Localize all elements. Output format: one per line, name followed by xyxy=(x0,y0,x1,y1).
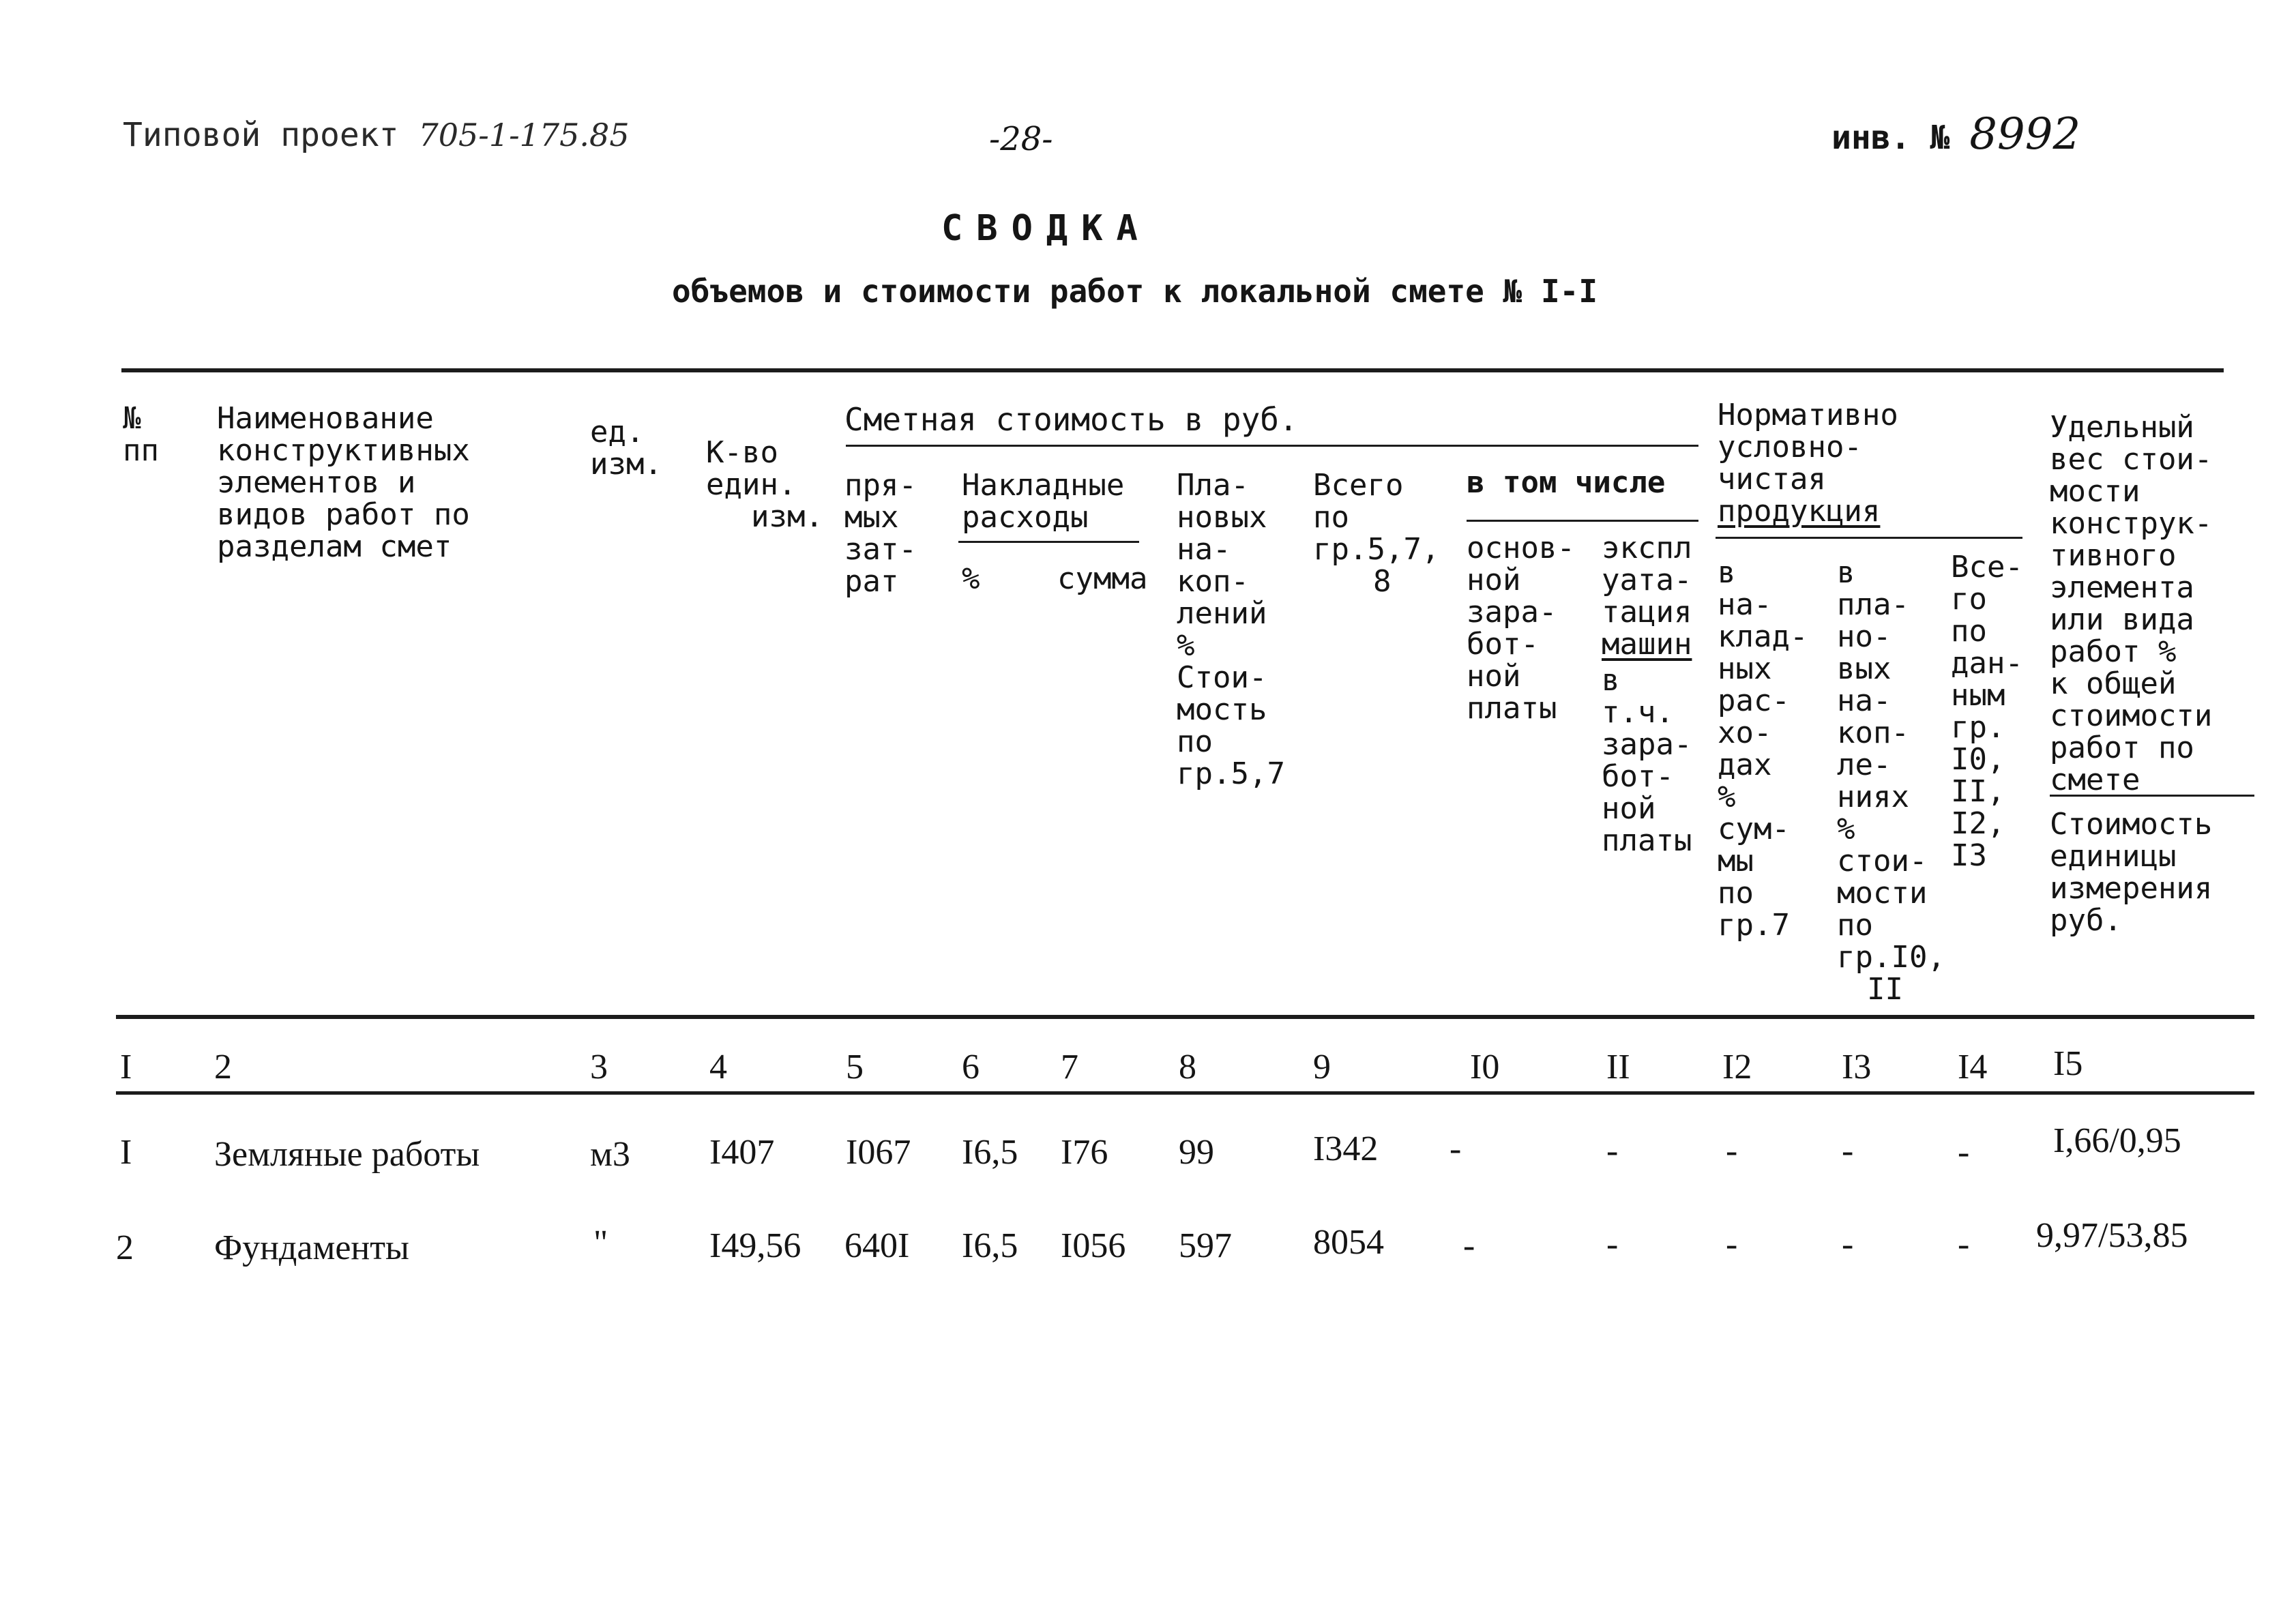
col-13-line: коп- xyxy=(1837,715,1909,750)
col-14-line: I0, xyxy=(1951,742,2005,777)
cell-base-wages: - xyxy=(1463,1226,1475,1265)
col-15-line: Стоимость xyxy=(2050,807,2213,842)
col-2-line: конструктивных xyxy=(217,433,470,468)
col-number: 9 xyxy=(1313,1048,1331,1087)
col-12-line: в xyxy=(1718,555,1736,590)
col-1-line: № xyxy=(123,401,141,436)
table-top-rule xyxy=(121,368,2224,372)
col-number: 8 xyxy=(1179,1048,1196,1087)
col-14-line: II, xyxy=(1951,774,2005,809)
cell-overhead-sum: I056 xyxy=(1061,1226,1126,1265)
col-15-line: единицы xyxy=(2050,839,2177,874)
col-11-line: в xyxy=(1602,663,1620,698)
col-9-line: Всего xyxy=(1313,468,1404,503)
norm-group-header xyxy=(1718,399,1898,527)
col-10-line: ной xyxy=(1467,563,1521,597)
cell-unit: м3 xyxy=(590,1135,630,1174)
col-1-line: пп xyxy=(123,433,159,468)
incl-group-header: в том числе xyxy=(1467,465,1666,500)
col-3-line: изм. xyxy=(590,447,662,482)
col-14-line: дан- xyxy=(1951,646,2023,681)
col-4-line: К-во xyxy=(706,435,778,470)
col-8-line: по xyxy=(1177,724,1213,759)
cell-norm-total: - xyxy=(1958,1133,1970,1172)
col-1-header xyxy=(123,402,159,467)
col-4-line: изм. xyxy=(751,499,823,534)
col-13-line: гр.I0, xyxy=(1837,940,1945,975)
col-5-line: мых xyxy=(844,500,899,535)
col-number: I2 xyxy=(1722,1048,1752,1087)
col-number: I3 xyxy=(1842,1048,1872,1087)
col-number: I0 xyxy=(1470,1048,1500,1087)
col-number: II xyxy=(1606,1048,1630,1087)
col-11-line: тация xyxy=(1602,595,1692,630)
cost-group-header: Сметная стоимость в руб. xyxy=(844,401,1298,438)
col-11-line: зара- xyxy=(1602,727,1692,762)
col-13-line: вых xyxy=(1837,651,1892,686)
overhead-line: расходы xyxy=(962,500,1089,535)
cell-norm-overhead: - xyxy=(1726,1132,1738,1170)
cell-name: Земляные работы xyxy=(214,1135,480,1174)
page-number: -28- xyxy=(989,120,1053,158)
col-14-line: ным xyxy=(1951,678,2005,713)
col-15-line: или вида xyxy=(2050,602,2194,637)
col-14-line: I3 xyxy=(1951,838,1987,873)
col-8-line: Пла- xyxy=(1177,468,1249,503)
norm-line: условно- xyxy=(1718,430,1862,464)
cell-quantity: I407 xyxy=(709,1133,775,1172)
col-12-line: хо- xyxy=(1718,715,1772,750)
col-12-header xyxy=(1718,557,1808,941)
col-15-line: мости xyxy=(2050,474,2140,509)
cell-overhead-sum: I76 xyxy=(1061,1133,1108,1172)
norm-line: чистая xyxy=(1718,462,1826,497)
col-10-line: зара- xyxy=(1467,595,1557,630)
col-11-line: экспл xyxy=(1602,531,1692,565)
col-number: I4 xyxy=(1958,1048,1988,1087)
col-12-line: ных xyxy=(1718,651,1772,686)
document-title: СВОДКА xyxy=(941,208,1151,249)
col-14-line: Все- xyxy=(1951,550,2023,585)
col-6-header: % xyxy=(962,561,980,596)
project-label xyxy=(123,116,630,154)
col-13-line: по xyxy=(1837,908,1873,943)
col-8-line: гр.5,7 xyxy=(1177,756,1285,791)
col-2-line: элементов и xyxy=(217,465,416,500)
cell-norm-savings: - xyxy=(1842,1132,1854,1170)
col-8-header xyxy=(1177,469,1285,790)
cell-machinery: - xyxy=(1606,1132,1619,1170)
col-14-line: I2, xyxy=(1951,806,2005,841)
col-15-line: стоимости xyxy=(2050,698,2213,733)
col-12-line: на- xyxy=(1718,587,1772,622)
cell-number: 2 xyxy=(116,1228,134,1267)
col-8-line: на- xyxy=(1177,532,1231,567)
col-11-line: ной xyxy=(1602,791,1656,826)
project-number: 705-1-175.85 xyxy=(418,117,630,153)
col-10-line: основ- xyxy=(1467,531,1575,565)
col-11-line: машин xyxy=(1602,627,1692,662)
col-number: I xyxy=(120,1048,132,1087)
overhead-group-header xyxy=(962,469,1124,533)
col-2-line: видов работ по xyxy=(217,497,470,532)
col-15-line: тивного xyxy=(2050,538,2177,573)
col-number: I5 xyxy=(2053,1044,2083,1083)
col-8-line: лений xyxy=(1177,596,1267,631)
col-15-line: Удельный xyxy=(2050,410,2194,445)
cell-direct-costs: I067 xyxy=(846,1133,911,1172)
cell-unit: " xyxy=(593,1224,608,1262)
col-8-line: % xyxy=(1177,628,1195,663)
col-number: 2 xyxy=(214,1048,232,1087)
col-14-line: по xyxy=(1951,614,1987,649)
col-15-line: вес стои- xyxy=(2050,442,2213,477)
cell-overhead-percent: I6,5 xyxy=(962,1133,1018,1172)
col-14-line: го xyxy=(1951,582,1987,617)
norm-line: Нормативно xyxy=(1718,398,1898,432)
inventory-label: инв. № xyxy=(1831,119,1950,157)
col-number: 6 xyxy=(962,1048,980,1087)
cost-group-rule xyxy=(846,445,1698,447)
norm-group-rule xyxy=(1716,537,2022,539)
col-2-line: Наименование xyxy=(217,401,434,436)
col-11-line: платы xyxy=(1602,823,1692,858)
col-9-line: гр.5,7, xyxy=(1313,532,1440,567)
col-10-line: ной xyxy=(1467,659,1521,694)
col-15-line: работ по xyxy=(2050,730,2194,765)
col-7-header: сумма xyxy=(1057,561,1148,596)
col-8-line: Стои- xyxy=(1177,660,1267,695)
col-15-line: руб. xyxy=(2050,903,2122,938)
overhead-line: Накладные xyxy=(962,468,1125,503)
incl-group-rule xyxy=(1467,520,1698,522)
col-8-line: коп- xyxy=(1177,564,1249,599)
col-13-header xyxy=(1837,557,1945,1005)
col-12-line: сум- xyxy=(1718,812,1790,846)
col-12-line: % xyxy=(1718,780,1736,814)
project-label-text: Типовой проект xyxy=(123,116,399,154)
col-13-line: ле- xyxy=(1837,748,1892,782)
col-15-line: к общей xyxy=(2050,666,2177,701)
col-9-line: по xyxy=(1313,500,1349,535)
col-14-header xyxy=(1951,551,2023,872)
col-13-line: мости xyxy=(1837,876,1928,911)
cell-norm-overhead: - xyxy=(1726,1225,1738,1264)
col-8-line: новых xyxy=(1177,500,1267,535)
col-11-line: бот- xyxy=(1602,759,1674,794)
numbers-bottom-rule xyxy=(116,1091,2254,1095)
col-15-line: элемента xyxy=(2050,570,2194,605)
cell-machinery: - xyxy=(1606,1225,1619,1264)
cell-name: Фундаменты xyxy=(214,1228,409,1267)
col-4-line: един. xyxy=(706,467,797,502)
col-9-header xyxy=(1313,469,1439,597)
col-15-line: конструк- xyxy=(2050,506,2213,541)
col-3-line: ед. xyxy=(590,415,645,449)
col-11-line: уата- xyxy=(1602,563,1692,597)
cell-overhead-percent: I6,5 xyxy=(962,1226,1018,1265)
col-10-line: платы xyxy=(1467,691,1557,726)
document-subtitle: объемов и стоимости работ к локальной смете № I-I xyxy=(672,273,1598,310)
col-15-header xyxy=(2050,411,2212,936)
col-5-line: пря- xyxy=(844,468,917,503)
col-12-line: по xyxy=(1718,876,1754,911)
col-12-line: клад- xyxy=(1718,619,1808,654)
col-8-line: мость xyxy=(1177,692,1267,727)
col-12-line: дах xyxy=(1718,748,1772,782)
col-13-line: на- xyxy=(1837,683,1892,718)
col-2-header xyxy=(217,402,470,563)
col-12-line: рас- xyxy=(1718,683,1790,718)
col-13-line: в xyxy=(1837,555,1855,590)
overhead-group-rule xyxy=(958,541,1139,543)
col-number: 7 xyxy=(1061,1048,1078,1087)
col-2-line: разделам смет xyxy=(217,529,452,564)
norm-line: продукция xyxy=(1718,494,1881,529)
col-5-line: зат- xyxy=(844,532,917,567)
col-14-line: гр. xyxy=(1951,710,2005,745)
cell-planned-savings: 597 xyxy=(1179,1226,1232,1265)
col-5-line: рат xyxy=(844,564,899,599)
cell-base-wages: - xyxy=(1449,1129,1462,1168)
cell-quantity: I49,56 xyxy=(709,1226,801,1265)
col-12-line: мы xyxy=(1718,844,1754,878)
col-number: 4 xyxy=(709,1048,727,1087)
cell-total: 8054 xyxy=(1313,1223,1384,1262)
col-4-header xyxy=(706,437,823,533)
inventory-number xyxy=(1831,109,2080,160)
col-13-line: ниях xyxy=(1837,780,1909,814)
col-9-line: 8 xyxy=(1373,564,1392,599)
cell-direct-costs: 640I xyxy=(844,1226,910,1265)
cell-share-unit-cost: 9,97/53,85 xyxy=(2036,1216,2188,1255)
header-bottom-rule xyxy=(116,1015,2254,1019)
col-5-header xyxy=(844,469,917,597)
cell-total: I342 xyxy=(1313,1129,1379,1168)
cell-number: I xyxy=(120,1133,132,1172)
cell-share-unit-cost: I,66/0,95 xyxy=(2053,1121,2181,1160)
col-3-header xyxy=(590,416,662,480)
col-13-line: пла- xyxy=(1837,587,1909,622)
col-13-line: % xyxy=(1837,812,1855,846)
col-13-line: но- xyxy=(1837,619,1892,654)
col-number: 3 xyxy=(590,1048,608,1087)
cell-norm-savings: - xyxy=(1842,1225,1854,1264)
cell-norm-total: - xyxy=(1958,1225,1970,1264)
inventory-value: 8992 xyxy=(1969,109,2081,160)
col-15-line: смете xyxy=(2050,763,2140,797)
col-15-line: измерения xyxy=(2050,871,2213,906)
col-11-line: т.ч. xyxy=(1602,695,1674,730)
col-11-header xyxy=(1602,532,1692,857)
col-number: 5 xyxy=(846,1048,864,1087)
col-12-line: гр.7 xyxy=(1718,908,1790,943)
col-10-header xyxy=(1467,532,1575,724)
cell-planned-savings: 99 xyxy=(1179,1133,1214,1172)
col-15-line: работ % xyxy=(2050,634,2177,669)
col-13-line: II xyxy=(1867,972,1903,1007)
col-10-line: бот- xyxy=(1467,627,1539,662)
col-13-line: стои- xyxy=(1837,844,1928,878)
